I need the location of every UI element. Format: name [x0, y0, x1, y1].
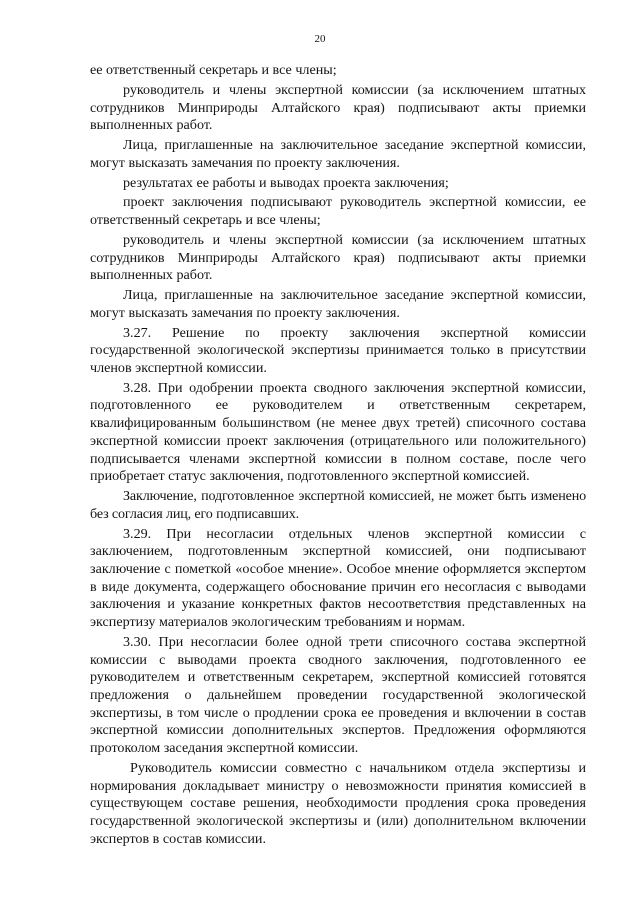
paragraph-3-29: 3.29. При несогласии отдельных членов экспертной комиссии с заключением, подготовленным экспертной комиссией, они подписывают заключение с пометкой «особое мнение». Особое мнение оформляется экспертом в виде документа, содержащего обоснование причин его несогласия с выводами заключения и указание конкретных фактов несоответствия представленных на экспертизу материалов экологическим требованиям и нормам.: [90, 525, 586, 631]
page-number: 20: [314, 33, 326, 45]
paragraph: Лица, приглашенные на заключительное заседание экспертной комиссии, могут высказать замечания по проекту заключения.: [90, 137, 586, 171]
document-body: [90, 62, 586, 850]
paragraph: руководитель и члены экспертной комиссии (за исключением штатных сотрудников Минприроды Алтайского края) подписывают акты приемки выполненных работ.: [90, 231, 586, 284]
paragraph-3-27: 3.27. Решение по проекту заключения экспертной комиссии государственной экологической экспертизы принимается только в присутствии членов экспертной комиссии.: [90, 324, 586, 376]
paragraph: ее ответственный секретарь и все члены;: [90, 62, 337, 78]
paragraph: проект заключения подписывают руководитель экспертной комиссии, ее ответственный секретарь и все члены;: [90, 194, 586, 228]
paragraph-3-30: 3.30. При несогласии более одной трети списочного состава экспертной комиссии с выводами проекта сводного заключения, подготовленного ее руководителем и ответственным секретарем, экспертной комиссией готовятся предложения о дальнейшем проведении государственной экологической экспертизы, в том числе о продлении срока ее проведения и включении в состав экспертной комиссии дополнительных экспертов. Предложения оформляются протоколом заседания экспертной комиссии.: [90, 633, 586, 757]
paragraph: руководитель и члены экспертной комиссии (за исключением штатных сотрудников Минприроды Алтайского края) подписывают акты приемки выполненных работ.: [90, 81, 586, 134]
paragraph: Лица, приглашенные на заключительное заседание экспертной комиссии, могут высказать замечания по проекту заключения.: [90, 287, 586, 321]
paragraph: результатах ее работы и выводах проекта заключения;: [123, 174, 449, 191]
paragraph: Руководитель комиссии совместно с начальником отдела экспертизы и нормирования докладывает министру о невозможности принятия комиссией в существующем составе решения, необходимости продления срока проведения государственной экологической экспертизы и (или) дополнительном включении экспертов в состав комиссии.: [90, 759, 586, 847]
paragraph-3-28: 3.28. При одобрении проекта сводного заключения экспертной комиссии, подготовленного ее руководителем и ответственным секретарем, квалифицированным большинством (не менее двух третей) списочного состава экспертной комиссии проект заключения (отрицательного или положительного) подписывается членами экспертной комиссии в полном составе, после чего приобретает статус заключения, подготовленного экспертной комиссией.: [90, 379, 586, 485]
paragraph: Заключение, подготовленное экспертной комиссией, не может быть изменено без согласия лиц, его подписавших.: [90, 488, 586, 522]
